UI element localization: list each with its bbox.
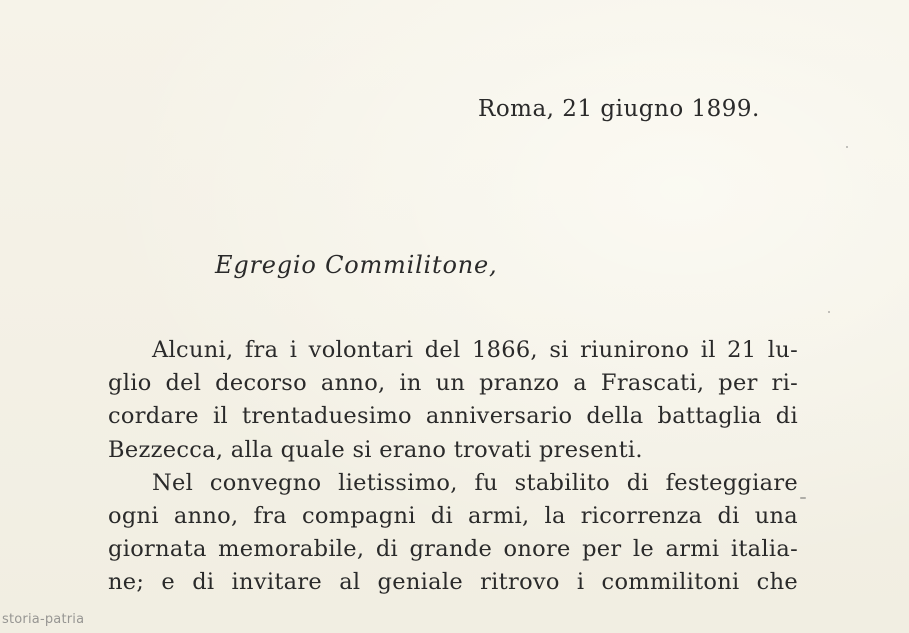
body-line: Nel convegno lietissimo, fu stabilito di festeggiare bbox=[152, 469, 798, 496]
watermark-text: storia-patria bbox=[2, 612, 85, 627]
body-line: Bezzecca, alla quale si erano trovati presenti. bbox=[108, 436, 643, 463]
letter-salutation: Egregio Commilitone, bbox=[215, 251, 498, 279]
body-line: Alcuni, fra i volontari del 1866, si riunirono il 21 lu- bbox=[152, 337, 798, 363]
body-line: ne; e di invitare al geniale ritrovo i commilitoni che bbox=[108, 569, 798, 596]
paper-speck bbox=[828, 311, 830, 313]
letter-dateline: Roma, 21 giugno 1899. bbox=[478, 96, 760, 122]
letter-body bbox=[108, 334, 798, 600]
paper-speck bbox=[800, 497, 806, 499]
paper-speck bbox=[846, 146, 848, 148]
body-line: glio del decorso anno, in un pranzo a Frascati, per ri- bbox=[108, 370, 798, 397]
body-line: cordare il trentaduesimo anniversario della battaglia di bbox=[108, 403, 798, 430]
body-line: giornata memorabile, di grande onore per le armi italia- bbox=[108, 536, 798, 563]
body-line: ogni anno, fra compagni di armi, la ricorrenza di una bbox=[108, 502, 798, 529]
